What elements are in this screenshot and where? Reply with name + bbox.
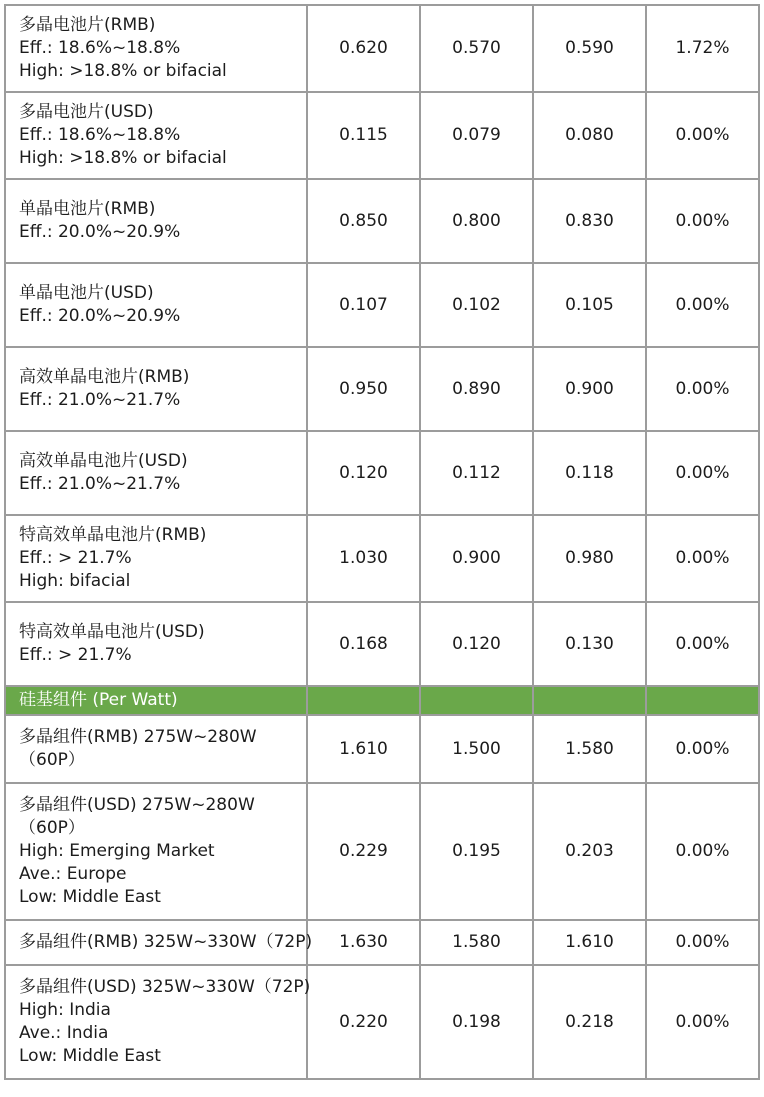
row-label-line: Eff.: > 21.7% [19,548,132,568]
row-label-cell [5,515,307,602]
value-cell: 0.00% [646,715,759,783]
row-label-line: 高效单晶电池片(RMB) [19,367,190,387]
value-cell: 0.120 [307,431,420,515]
table-row [5,515,759,602]
table-row [5,715,759,783]
table-row [5,431,759,515]
value-cell: 0.195 [420,783,533,920]
row-label-line: Low: Middle East [19,887,161,907]
row-label-cell [5,5,307,92]
section-header-empty-cell [307,686,420,715]
row-label-line: 多晶组件(RMB) 325W~330W（72P) [19,932,313,952]
value-cell: 0.120 [420,602,533,686]
value-cell: 0.830 [533,179,646,263]
value-cell: 0.115 [307,92,420,179]
value-cell: 0.118 [533,431,646,515]
row-label-line: Eff.: 20.0%~20.9% [19,222,181,242]
value-cell: 0.800 [420,179,533,263]
value-cell: 0.198 [420,965,533,1079]
value-cell: 1.610 [307,715,420,783]
row-label-line: Eff.: > 21.7% [19,645,132,665]
pv-spot-price-table [4,4,760,1080]
section-header-empty-cell [420,686,533,715]
value-cell: 0.00% [646,515,759,602]
value-cell: 0.105 [533,263,646,347]
row-label-line: Eff.: 21.0%~21.7% [19,474,181,494]
row-label-cell [5,347,307,431]
value-cell: 0.950 [307,347,420,431]
row-label-line: 多晶电池片(RMB) [19,15,156,35]
value-cell: 0.00% [646,347,759,431]
table-row [5,263,759,347]
value-cell: 0.00% [646,783,759,920]
row-label-line: Ave.: India [19,1023,109,1043]
row-label-cell [5,431,307,515]
value-cell: 0.203 [533,783,646,920]
row-label-line: 单晶电池片(USD) [19,283,154,303]
row-label-cell [5,715,307,783]
table-row [5,347,759,431]
value-cell: 0.079 [420,92,533,179]
value-cell: 0.890 [420,347,533,431]
value-cell: 0.850 [307,179,420,263]
row-label-line: High: Emerging Market [19,841,215,861]
table-row [5,179,759,263]
value-cell: 1.72% [646,5,759,92]
value-cell: 0.00% [646,431,759,515]
table-row [5,5,759,92]
row-label-line: Eff.: 20.0%~20.9% [19,306,181,326]
table-row [5,920,759,965]
value-cell: 0.218 [533,965,646,1079]
value-cell: 1.030 [307,515,420,602]
value-cell: 0.620 [307,5,420,92]
section-header-row [5,686,759,715]
row-label-line: 单晶电池片(RMB) [19,199,156,219]
row-label-line: High: bifacial [19,571,131,591]
value-cell: 0.00% [646,179,759,263]
row-label-cell [5,602,307,686]
row-label-line: 高效单晶电池片(USD) [19,451,188,471]
section-header-empty-cell [646,686,759,715]
row-label-line: （60P） [19,818,85,838]
table-row [5,783,759,920]
value-cell: 0.130 [533,602,646,686]
value-cell: 0.220 [307,965,420,1079]
row-label-line: High: >18.8% or bifacial [19,148,227,168]
value-cell: 1.580 [533,715,646,783]
row-label-line: 多晶组件(USD) 325W~330W（72P) [19,977,311,997]
value-cell: 0.900 [420,515,533,602]
value-cell: 0.080 [533,92,646,179]
section-header-title: 硅基组件 (Per Watt) [5,686,307,715]
value-cell: 0.107 [307,263,420,347]
value-cell: 0.168 [307,602,420,686]
value-cell: 1.610 [533,920,646,965]
row-label-cell [5,783,307,920]
value-cell: 1.630 [307,920,420,965]
row-label-line: Eff.: 18.6%~18.8% [19,125,181,145]
row-label-cell [5,92,307,179]
value-cell: 0.590 [533,5,646,92]
row-label-line: Ave.: Europe [19,864,127,884]
value-cell: 0.900 [533,347,646,431]
section-header-empty-cell [533,686,646,715]
table-row [5,965,759,1079]
row-label-cell [5,179,307,263]
value-cell: 1.580 [420,920,533,965]
row-label-line: Eff.: 21.0%~21.7% [19,390,181,410]
row-label-line: 特高效单晶电池片(USD) [19,622,205,642]
row-label-line: High: >18.8% or bifacial [19,61,227,81]
value-cell: 0.570 [420,5,533,92]
row-label-line: 多晶电池片(USD) [19,102,154,122]
value-cell: 0.00% [646,92,759,179]
value-cell: 1.500 [420,715,533,783]
value-cell: 0.00% [646,602,759,686]
value-cell: 0.229 [307,783,420,920]
value-cell: 0.00% [646,263,759,347]
value-cell: 0.00% [646,965,759,1079]
row-label-line: Low: Middle East [19,1046,161,1066]
row-label-line: 多晶组件(RMB) 275W~280W [19,727,257,747]
row-label-cell [5,263,307,347]
row-label-line: High: India [19,1000,111,1020]
row-label-line: Eff.: 18.6%~18.8% [19,38,181,58]
value-cell: 0.00% [646,920,759,965]
row-label-line: 多晶组件(USD) 275W~280W [19,795,255,815]
value-cell: 0.102 [420,263,533,347]
row-label-line: （60P） [19,750,85,770]
row-label-line: 特高效单晶电池片(RMB) [19,525,207,545]
row-label-cell [5,965,311,1079]
row-label-cell [5,920,313,965]
value-cell: 0.980 [533,515,646,602]
table-row [5,602,759,686]
value-cell: 0.112 [420,431,533,515]
table-row [5,92,759,179]
table-body [5,5,759,1079]
